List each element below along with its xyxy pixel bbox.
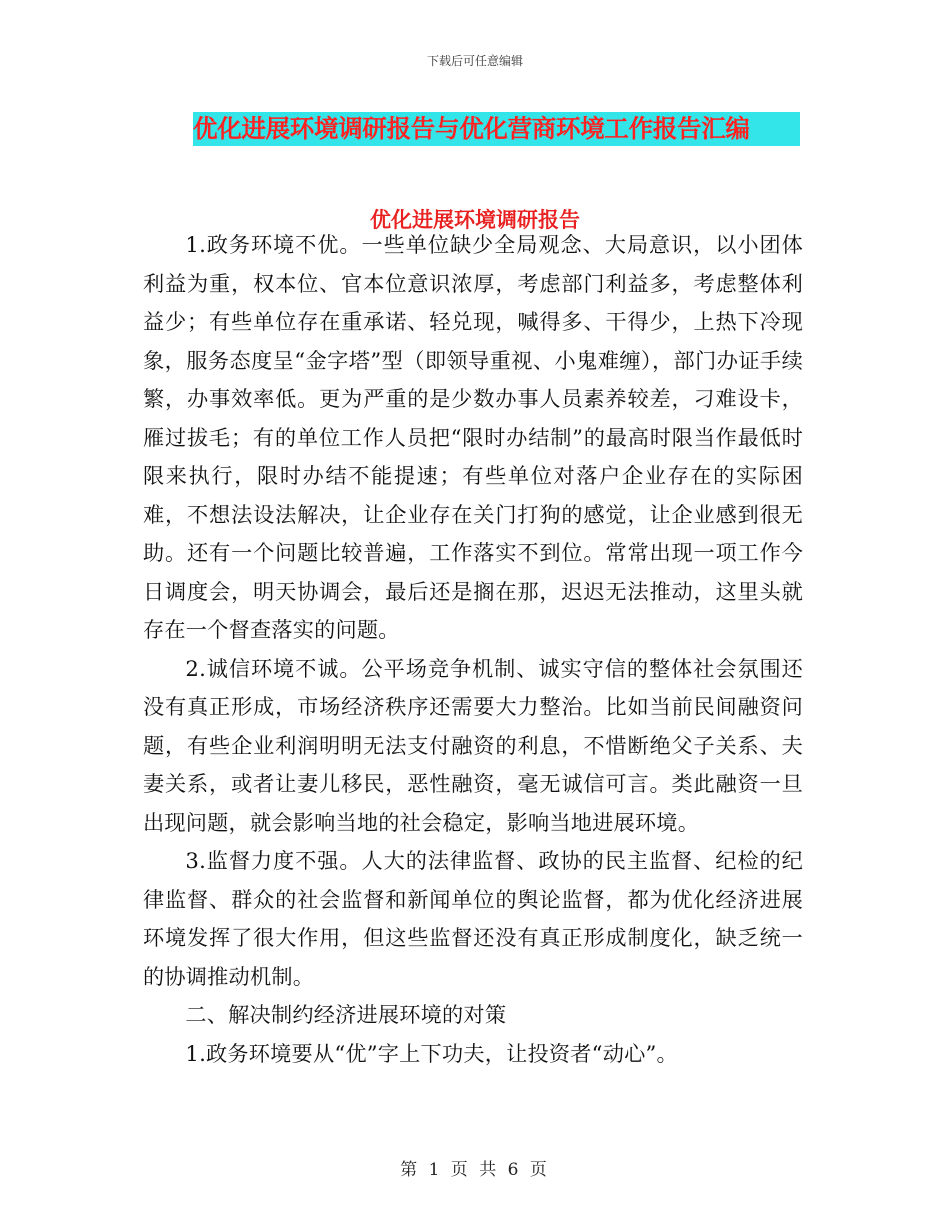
section-heading-countermeasures: 二、解决制约经济进展环境的对策 xyxy=(185,1002,507,1027)
paragraph-2: 2.诚信环境不诚。公平场竞争机制、诚实守信的整体社会氛围还没有真正形成，市场经济秩序还需要大力整治。比如当前民间融资问题，有些企业利润明明无法支付融资的利息，不惜断绝父子关系、夫妻关系，或者让妻儿移民，恶性融资，毫无诚信可言。类此融资一旦出现问题，就会影响当地的社会稳定，影响当地进展环境。 xyxy=(143,655,803,835)
paragraph-4: 1.政务环境要从“优”字上下功夫，让投资者“动心”。 xyxy=(185,1040,678,1066)
section-title: 优化进展环境调研报告 xyxy=(370,208,580,232)
page-footer: 第 1 页 共 6 页 xyxy=(400,1160,550,1180)
paragraph-3: 3.监督力度不强。人大的法律监督、政协的民主监督、纪检的纪律监督、群众的社会监督和新闻单位的舆论监督，都为优化经济进展环境发挥了很大作用，但这些监督还没有真正形成制度化，缺乏统一的协调推动机制。 xyxy=(143,848,803,989)
paragraph-1: 1.政务环境不优。一些单位缺少全局观念、大局意识，以小团体利益为重，权本位、官本位意识浓厚，考虑部门利益多，考虑整体利益少；有些单位存在重承诺、轻兑现，喊得多、干得少，上热下冷现象，服务态度呈“金字塔”型（即领导重视、小鬼难缠），部门办证手续繁，办事效率低。更为严重的是少数办事人员素养较差，刁难设卡，雁过拔毛；有的单位工作人员把“限时办结制”的最高时限当作最低时限来执行，限时办结不能提速；有些单位对落户企业存在的实际困难，不想法设法解决，让企业存在关门打狗的感觉，让企业感到很无助。还有一个问题比较普遍，工作落实不到位。常常出现一项工作今日调度会，明天协调会，最后还是搁在那，迟迟无法推动，这里头就存在一个督查落实的问题。 xyxy=(143,232,803,642)
document-main-title: 优化进展环境调研报告与优化营商环境工作报告汇编 xyxy=(193,112,800,146)
document-body xyxy=(143,226,803,1073)
page-header-note: 下载后可任意编辑 xyxy=(426,54,523,68)
